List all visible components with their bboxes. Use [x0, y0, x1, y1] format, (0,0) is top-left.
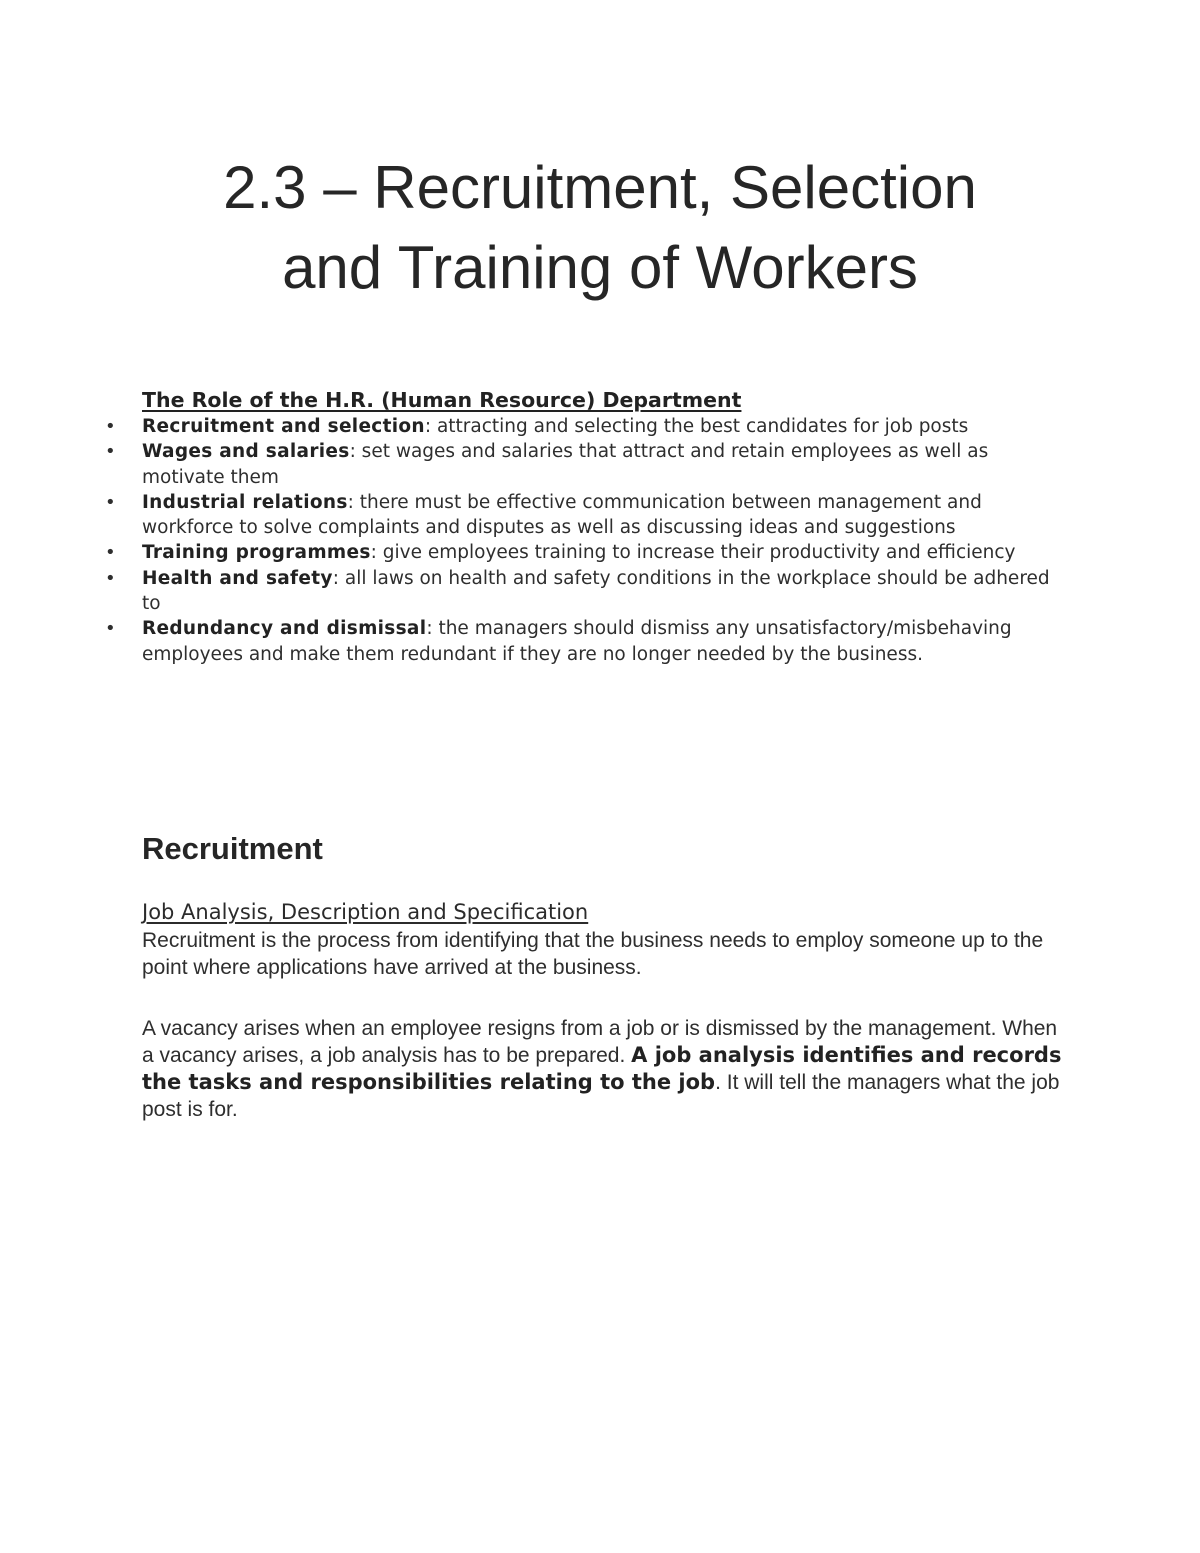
- list-item: [105, 566, 1062, 617]
- list-item-text: : attracting and selecting the best candidates for job posts: [424, 416, 969, 437]
- list-item-term: Wages and salaries: [142, 441, 350, 463]
- hr-role-heading: The Role of the H.R. (Human Resource) Department: [142, 388, 742, 412]
- recruitment-paragraph-1: Recruitment is the process from identifying that the business needs to employ someone up to the point where applications have arrived at the business.: [142, 929, 1044, 979]
- paragraph-text: A vacancy arises when an employee resigns from a job or is dismissed by the management. When a vacancy arises, a job analysis has to be prepared.: [142, 1017, 1058, 1067]
- hr-role-list: [105, 414, 1062, 667]
- list-item-term: Health and safety: [142, 567, 333, 589]
- list-item-term: Recruitment and selection: [142, 416, 425, 437]
- bullet-icon: •: [105, 542, 116, 564]
- list-item-text: : the managers should dismiss any unsatisfactory/misbehaving employees and make them redundant if they are no longer needed by the business.: [142, 618, 1012, 665]
- list-item-text: : give employees training to increase their productivity and efficiency: [370, 542, 1016, 564]
- list-item-text: : set wages and salaries that attract and retain employees as well as motivate them: [142, 441, 989, 488]
- page-title: [100, 148, 1100, 308]
- list-item: [105, 616, 1062, 667]
- list-item: [105, 439, 1062, 490]
- list-item: [105, 540, 1062, 565]
- bullet-icon: •: [105, 567, 116, 589]
- title-line-1: 2.3 – Recruitment, Selection: [223, 154, 977, 221]
- bullet-icon: •: [105, 416, 116, 437]
- list-item-term: Training programmes: [142, 542, 371, 564]
- paragraph-text: . It will tell the managers what the job post is for.: [142, 1071, 1060, 1121]
- job-analysis-definition: A job analysis identifies and records the tasks and responsibilities relating to the job: [142, 1043, 1062, 1094]
- recruitment-heading: Recruitment: [142, 831, 323, 866]
- list-item-term: Redundancy and dismissal: [142, 618, 427, 640]
- recruitment-paragraph-2: [142, 1015, 1072, 1123]
- list-item-term: Industrial relations: [142, 491, 348, 513]
- bullet-icon: •: [105, 618, 116, 640]
- bullet-icon: •: [105, 441, 116, 463]
- bullet-icon: •: [105, 491, 116, 513]
- list-item: [105, 414, 1062, 439]
- list-item-text: : all laws on health and safety conditions in the workplace should be adhered to: [142, 567, 1050, 615]
- title-line-2: and Training of Workers: [282, 234, 918, 301]
- list-item: [105, 490, 1062, 541]
- list-item-text: : there must be effective communication between management and workforce to solve complaints and disputes as well as discussing ideas and suggestions: [142, 491, 982, 539]
- document-body: [105, 387, 1062, 1121]
- job-analysis-subheading: Job Analysis, Description and Specification: [142, 900, 589, 924]
